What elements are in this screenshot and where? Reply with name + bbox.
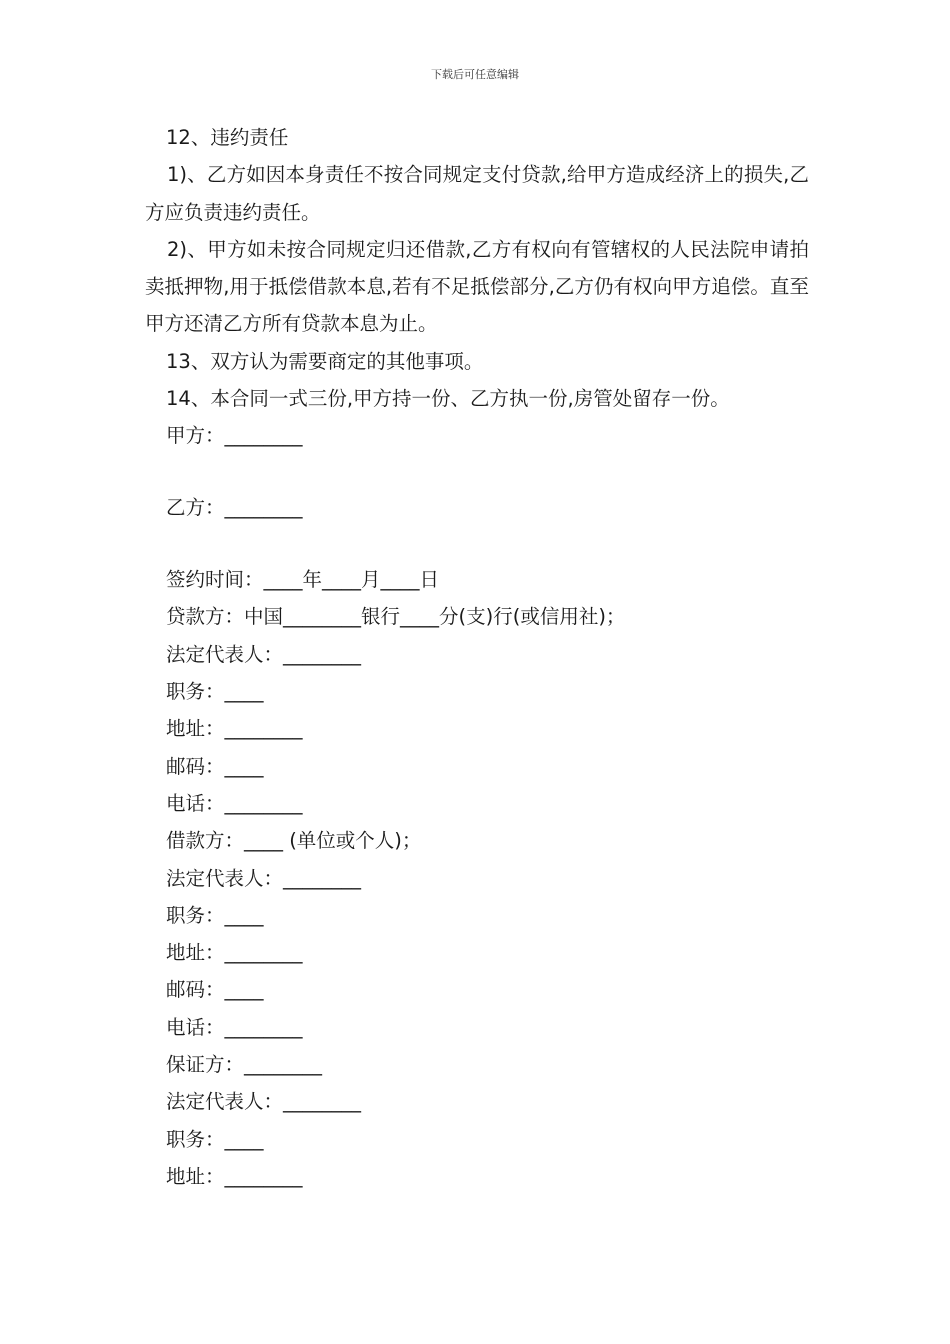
guarantor-legal-rep: 法定代表人：________ — [166, 1090, 362, 1114]
lender-phone: 电话：________ — [166, 791, 303, 815]
clause-1-text: 1)、乙方如因本身责任不按合同规定支付贷款,给甲方造成经济上的损失,乙方应负责违约责任。 — [145, 163, 809, 224]
section-12-heading: 12、违约责任 — [166, 126, 289, 149]
borrower-legal-rep: 法定代表人：________ — [166, 866, 362, 890]
sign-date-line: 签约时间：____年____月____日 — [166, 568, 440, 592]
page-header-watermark: 下载后可任意编辑 — [431, 68, 519, 81]
borrower-postcode: 邮码：____ — [166, 978, 264, 1002]
clause-2-paragraph — [145, 231, 809, 343]
section-14-text: 14、本合同一式三份,甲方持一份、乙方执一份,房管处留存一份。 — [166, 387, 730, 411]
borrower-title: 借款方：____ (单位或个人)； — [166, 829, 422, 853]
guarantor-address: 地址：________ — [166, 1164, 303, 1188]
lender-address: 地址：________ — [166, 717, 303, 741]
borrower-phone: 电话：________ — [166, 1015, 303, 1039]
lender-position: 职务：____ — [166, 680, 264, 704]
lender-title: 贷款方：中国________银行____分(支)行(或信用社)； — [166, 605, 626, 629]
clause-2-text: 2)、甲方如未按合同规定归还借款,乙方有权向有管辖权的人民法院申请拍卖抵押物,用于抵偿借款本息,若有不足抵偿部分,乙方仍有权向甲方追偿。直至甲方还清乙方所有贷款本息为止。 — [145, 237, 809, 336]
clause-1-paragraph — [145, 156, 809, 231]
spacer — [145, 455, 809, 490]
party-b-signature-line: 乙方：________ — [166, 496, 303, 520]
lender-postcode: 邮码：____ — [166, 754, 264, 778]
party-a-signature-line: 甲方：________ — [166, 424, 303, 448]
guarantor-position: 职务：____ — [166, 1127, 264, 1151]
borrower-address: 地址：________ — [166, 941, 303, 965]
spacer — [145, 527, 809, 562]
borrower-position: 职务：____ — [166, 903, 264, 927]
section-13-text: 13、双方认为需要商定的其他事项。 — [166, 349, 484, 373]
lender-legal-rep: 法定代表人：________ — [166, 642, 362, 666]
document-body — [145, 119, 809, 1195]
guarantor-title: 保证方：________ — [166, 1053, 323, 1077]
